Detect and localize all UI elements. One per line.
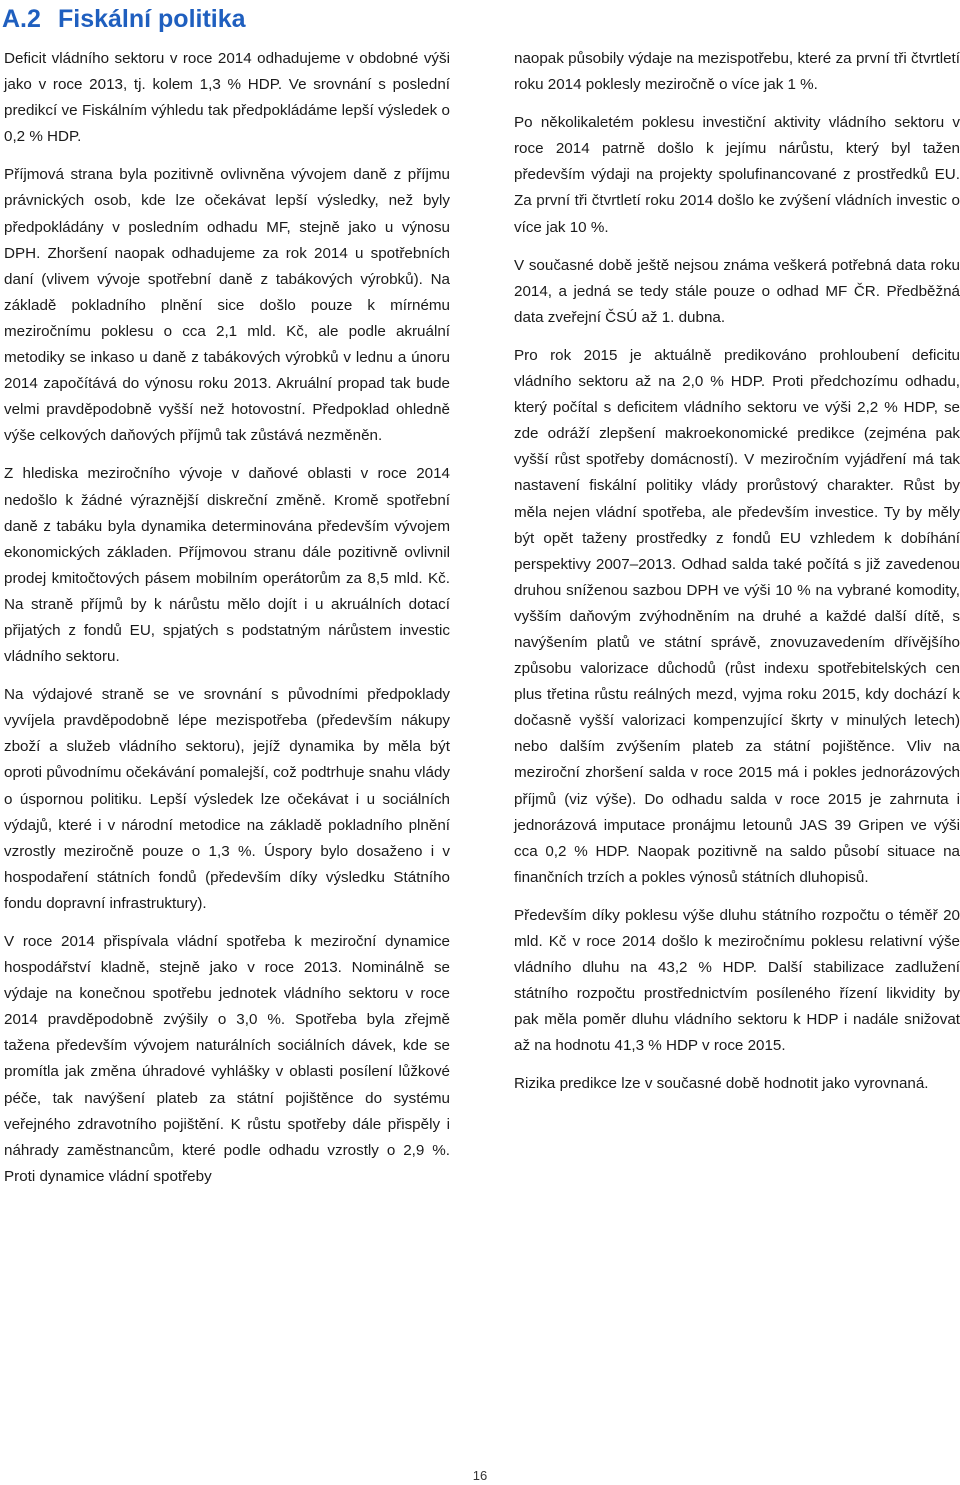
paragraph: Na výdajové straně se ve srovnání s původními předpoklady vyvíjela pravděpodobně lépe mezispotřeba (především nákupy zboží a služeb vládního sektoru), jejíž dynamika by měla být oproti původnímu očekávání pomalejší, což podtrhuje snahu vlády o úspornou politiku. Lepší výsledek lze očekávat i u sociálních výdajů, které i v národní metodice na základě pokladního plnění vzrostly meziročně pouze o 1,3 %. Úspory bylo dosaženo i v hospodaření státních fondů (především díky výsledku Státního fondu dopravní infrastruktury). xyxy=(4,686,450,912)
page-number: 16 xyxy=(472,1468,488,1483)
paragraph: V roce 2014 přispívala vládní spotřeba k meziroční dynamice hospodářství kladně, stejně jako v roce 2013. Nominálně se výdaje na konečnou spotřebu jednotek vládního sektoru v roce 2014 pravděpodobně zvýšily o 3,0 %. Spotřeba byla zřejmě tažena především vývojem naturálních sociálních dávek, kde se promítla jak změna úhradové vyhlášky v oblasti posílení lůžkové péče, tak navýšení plateb za státní pojištěnce do systému veřejného zdravotního pojištění. K růstu spotřeby dále přispěly i náhrady zaměstnancům, které podle odhadu vzrostly o 2,9 %. Proti dynamice vládní spotřeby xyxy=(4,933,450,1185)
paragraph: Deficit vládního sektoru v roce 2014 odhadujeme v obdobné výši jako v roce 2013, tj. kolem 1,3 % HDP. Ve srovnání s poslední predikcí ve Fiskálním výhledu tak předpokládáme lepší výsledek o 0,2 % HDP. xyxy=(4,50,450,146)
paragraph: naopak působily výdaje na mezispotřebu, které za první tři čtvrtletí roku 2014 poklesly meziročně o více jak 1 %. xyxy=(514,50,960,94)
section-title: Fiskální politika xyxy=(58,4,246,33)
paragraph: V současné době ještě nejsou známa veškerá potřebná data roku 2014, a jedná se tedy stále pouze o odhad MF ČR. Předběžná data zveřejní ČSÚ až 1. dubna. xyxy=(514,256,960,326)
section-heading xyxy=(2,2,462,36)
paragraph: Z hlediska meziročního vývoje v daňové oblasti v roce 2014 nedošlo k žádné výraznější diskreční změně. Kromě spotřební daně z tabáku byla dynamika determinována především vývojem ekonomických základen. Příjmovou stranu dále pozitivně ovlivnil prodej kmitočtových pásem mobilním operátorům za 8,5 mld. Kč. Na straně příjmů by k nárůstu mělo dojít i u akruálních dotací přijatých z fondů EU, spjatých s podstatným nárůstem investic vládního sektoru. xyxy=(4,465,450,666)
paragraph: Především díky poklesu výše dluhu státního rozpočtu o téměř 20 mld. Kč v roce 2014 došlo k meziročnímu poklesu relativní výše vládního dluhu na 43,2 % HDP. Další stabilizace zadlužení státního rozpočtu prostřednictvím posíleného řízení likvidity by pak měla poměr dluhu vládního sektoru k HDP i nadále snižovat až na hodnotu 41,3 % HDP v roce 2015. xyxy=(514,906,960,1055)
left-column xyxy=(4,46,450,1202)
paragraph: Příjmová strana byla pozitivně ovlivněna vývojem daně z příjmu právnických osob, kde lze očekávat lepší výsledky, než byly předpokládány v posledním odhadu MF, stejně jako u výnosu DPH. Zhoršení naopak odhadujeme za rok 2014 u spotřebních daní (vlivem vývoje spotřební daně z tabákových výrobků). Na základě pokladního plnění sice došlo pouze k mírnému meziročnímu poklesu o cca 2,1 mld. Kč, ale podle akruální metodiky se inkaso u daně z tabákových výrobků v lednu a únoru 2014 započítává do výnosu roku 2013. Akruální propad tak bude velmi pravděpodobně vyšší než hotovostní. Předpoklad ohledně výše celkových daňových příjmů tak zůstává nezměněn. xyxy=(4,166,450,445)
paragraph: Po několikaletém poklesu investiční aktivity vládního sektoru v roce 2014 patrně došlo k jejímu nárůstu, který byl tažen především výdaji na projekty spolufinancované z prostředků EU. Za první tři čtvrtletí roku 2014 došlo ke zvýšení vládních investic o více jak 10 %. xyxy=(514,114,960,236)
paragraph: Rizika predikce lze v současné době hodnotit jako vyrovnaná. xyxy=(514,1075,929,1093)
paragraph: Pro rok 2015 je aktuálně predikováno prohloubení deficitu vládního sektoru až na 2,0 % HDP. Proti předchozímu odhadu, který počítal s deficitem vládního sektoru ve výši 2,2 % HDP, se zde odráží zlepšení makroekonomické predikce (zejména pak vyšší růst spotřeby domácností). V meziročním vyjádření má tak nastavení fiskální politiky vlády prorůstový charakter. Růst by měla nejen vládní spotřeba, ale především investice. Ty by měly být opět taženy prostředky z fondů EU vzhledem k dobíhání perspektivy 2007–2013. Odhad salda také počítá s již zavedenou druhou sníženou sazbou DPH ve výši 10 % na vybrané komodity, vyšším daňovým zvýhodněním na druhé a každé další dítě, s navýšením platů ve státní správě, znovuzavedením dřívějšího způsobu valorizace důchodů (růst indexu spotřebitelských cen plus třetina růstu reálných mezd, vyjma roku 2015, kdy dochází k dočasně vyšší valorizaci kompenzující škrty v minulých letech) nebo dalším zvýšením plateb za státní pojištěnce. Vliv na meziroční zhoršení salda v roce 2015 má i pokles jednorázových příjmů (viz výše). Do odhadu salda v roce 2015 je zahrnuta i jednorázová imputace pronájmu letounů JAS 39 Gripen ve výši cca 0,2 % HDP. Naopak pozitivně na saldo působí situace na finančních trzích a pokles výnosů státních dluhopisů. xyxy=(514,346,960,886)
section-number: A.2 xyxy=(2,4,41,33)
right-column xyxy=(514,46,960,1110)
